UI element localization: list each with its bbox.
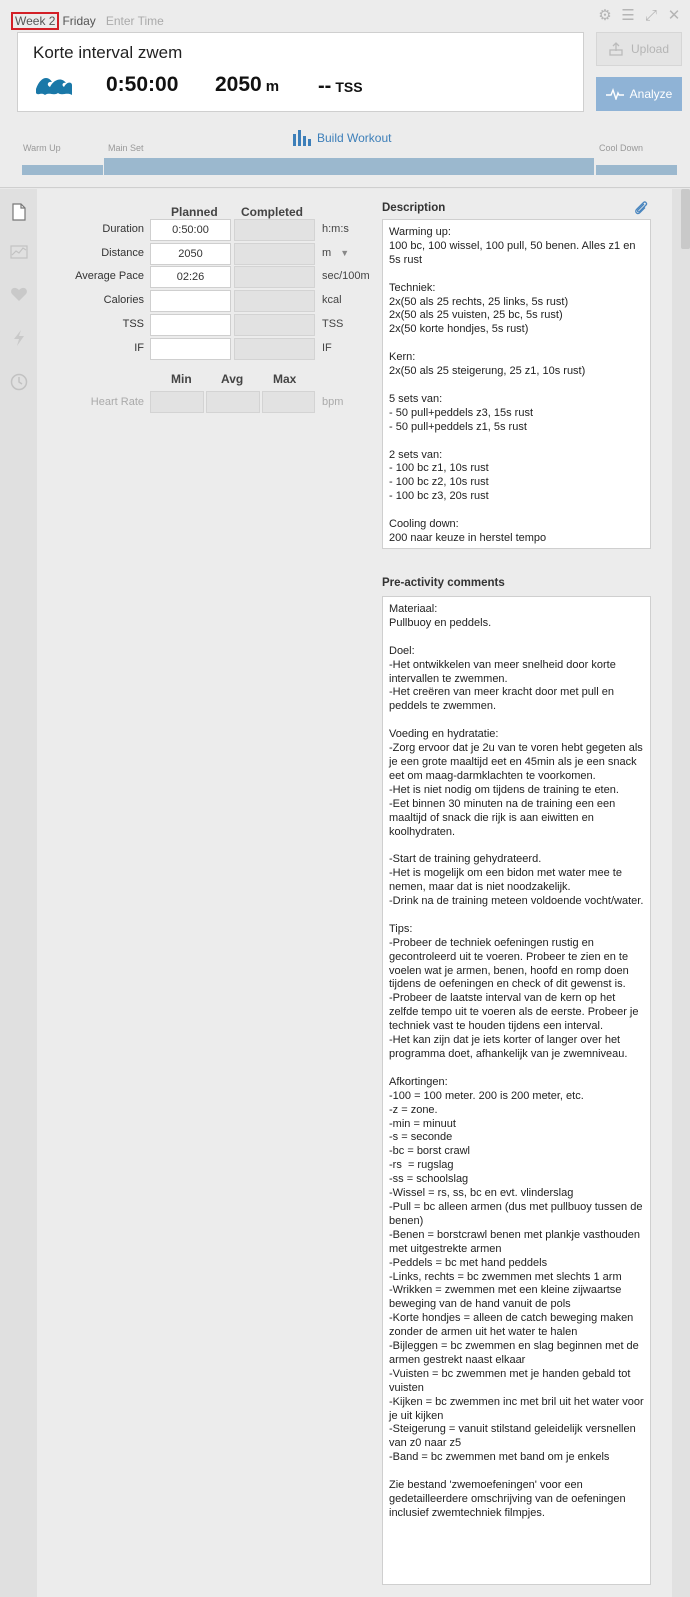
planned-tss — [318, 75, 363, 98]
hr-max-header: Max — [273, 372, 297, 386]
planned-duration-input[interactable]: 0:50:00 — [150, 219, 231, 241]
description-text[interactable]: Warming up: 100 bc, 100 wissel, 100 pull, 50 benen. Alles z1 en 5s rust Techniek: 2x(50 als 25 rechts, 25 links, 5s rust) 2x(50 als 25 vuisten, 25 bc, 5s rust) 2x(50 korte hondjes, 5s rust) Kern: 2x(50 als 25 steigerung, 25 z1, 10s rust) 5 sets van: - 50 pull+peddels z3, 15s rust - 50 pull+peddels z1, 5s rust 2 sets van: - 100 bc z1, 10s rust - 100 bc z2, 10s rust - 100 bc z3, 20s rust Cooling down: 200 naar keuze in herstel tempo — [382, 219, 651, 549]
planned-distance — [215, 73, 279, 97]
tss-value: -- — [318, 75, 332, 97]
expand-icon[interactable]: ⤢ — [644, 7, 657, 24]
planned-duration: 0:50:00 — [106, 73, 179, 96]
swim-icon — [34, 73, 74, 97]
heart-rate-label: Heart Rate — [90, 396, 144, 408]
completed-pace-input[interactable] — [234, 266, 315, 288]
gear-icon[interactable]: ⚙ — [598, 7, 612, 24]
workout-header — [0, 0, 690, 188]
comments-title: Pre-activity comments — [382, 577, 505, 589]
hr-min-input — [150, 391, 204, 413]
scrollbar-track[interactable] — [672, 189, 690, 1597]
hr-max-input — [262, 391, 315, 413]
hr-min-header: Min — [171, 372, 192, 386]
breadcrumb — [11, 12, 164, 30]
completed-calories-input[interactable] — [234, 290, 315, 312]
duration-unit: h:m:s — [322, 223, 349, 235]
mainset-label: Main Set — [108, 143, 144, 153]
completed-tss-input[interactable] — [234, 314, 315, 336]
distance-label: Distance — [101, 247, 144, 259]
hr-avg-header: Avg — [221, 372, 244, 386]
completed-if-input[interactable] — [234, 338, 315, 360]
distance-unit: m — [265, 78, 280, 95]
day-label: Friday — [62, 14, 96, 28]
completed-duration-input[interactable] — [234, 219, 315, 241]
heart-icon[interactable] — [10, 285, 28, 303]
planned-calories-input[interactable] — [150, 290, 231, 312]
bar-chart-icon — [293, 130, 311, 146]
hr-avg-input — [206, 391, 260, 413]
workout-summary — [17, 32, 584, 112]
distance-value: 2050 — [215, 73, 262, 96]
close-icon[interactable]: ✕ — [667, 7, 681, 24]
tss-label: TSS — [122, 318, 144, 330]
build-workout-label: Build Workout — [317, 131, 392, 145]
calories-unit: kcal — [322, 294, 342, 306]
planned-distance-input[interactable]: 2050 — [150, 243, 231, 265]
week-link[interactable]: Week 2 — [11, 12, 59, 30]
chevron-down-icon: ▼ — [340, 248, 350, 258]
planned-tss-input[interactable] — [150, 314, 231, 336]
completed-distance-input[interactable] — [234, 243, 315, 265]
distance-unit-label: m — [322, 247, 332, 259]
clock-icon[interactable] — [10, 373, 28, 391]
build-workout-link[interactable] — [293, 130, 391, 146]
paperclip-icon[interactable] — [633, 200, 649, 216]
description-title: Description — [382, 202, 446, 214]
analyze-button[interactable] — [596, 77, 682, 111]
pace-unit: sec/100m — [322, 270, 370, 282]
graph-icon[interactable] — [10, 243, 28, 261]
scrollbar-thumb[interactable] — [681, 189, 690, 249]
pulse-icon — [606, 88, 624, 100]
pace-label: Average Pace — [75, 270, 144, 282]
enter-time-link[interactable]: Enter Time — [105, 14, 164, 28]
analyze-label: Analyze — [629, 87, 673, 101]
menu-icon[interactable]: ☰ — [621, 7, 635, 24]
document-icon[interactable] — [10, 203, 28, 221]
tss-unit: TSS — [335, 79, 363, 95]
completed-header: Completed — [241, 205, 304, 219]
warmup-segment[interactable] — [22, 165, 103, 175]
upload-icon — [609, 42, 623, 56]
calories-label: Calories — [103, 294, 144, 306]
hr-unit: bpm — [322, 396, 344, 408]
tss-unit-label: TSS — [322, 318, 344, 330]
side-tab-bar — [0, 189, 37, 1597]
cooldown-label: Cool Down — [599, 143, 644, 153]
comments-text[interactable]: Materiaal: Pullbuoy en peddels. Doel: -Het ontwikkelen van meer snelheid door korte intervallen te zwemmen. -Het creëren van meer kracht door met pull en peddels te zwemmen. Voeding en hydratatie: -Zorg ervoor dat je 2u van te voren hebt gegeten als je een grote maaltijd eet en 45min als je een snack eet om maag-darmklachten te voorkomen. -Het is niet nodig om tijdens de training te eten. -Eet binnen 30 minuten na de training een een maaltijd of snack die rijk is aan eiwitten en koolhydraten. -Start de training gehydrateerd. -Het is mogelijk om een bidon met water mee te nemen, maar dat is niet noodzakelijk. -Drink na de training meteen voldoende vocht/water. Tips: -Probeer de techniek oefeningen rustig en gecontroleerd uit te voeren. Probeer te zien en te voelen wat je armen, benen, hoofd en romp doen tijdens de oefeningen en check of dit gewenst is. -Probeer de laatste interval van de kern op het zelfde tempo uit te voeren als de eerste. Probeer je techniek vast te houden tijdens een interval. -Het kan zijn dat je iets korter of langer over het programma doet, afhankelijk van je zwemniveau. Afkortingen: -100 = 100 meter. 200 is 200 meter, etc. -z = zone. -min = minuut -s = seconde -bc = borst crawl -rs = rugslag -ss = schoolslag -Wissel = rs, ss, bc en evt. vlinderslag -Pull = bc alleen armen (dus met pullbuoy tussen de benen) -Benen = borstcrawl benen met plankje vasthouden met uitgestrekte armen -Peddels = bc met hand peddels -Links, rechts = bc zwemmen met slechts 1 arm -Wrikken = zwemmen met een kleine zijwaartse beweging van de hand vanuit de pols -Korte hondjes = alleen de catch beweging maken zonder de armen uit het water te halen -Bijleggen = bc zwemmen en slag beginnen met de armen gestrekt naast elkaar -Vuisten = bc zwemmen met je handen gebald tot vuisten -Kijken = bc zwemmen inc met bril uit het water voor je uit kijken -Steigerung = vanuit stilstand geleidelijk versnellen van z0 naar z5 -Band = bc zwemmen met band om je enkels Zie bestand 'zwemoefeningen' voor een gedetailleerdere omschrijving van de oefeningen inclusief zwemtechniek filmpjes. — [382, 596, 651, 1585]
planned-pace-input[interactable]: 02:26 — [150, 266, 231, 288]
duration-label: Duration — [102, 223, 144, 235]
workout-title[interactable]: Korte interval zwem — [33, 43, 183, 62]
distance-unit-select[interactable] — [322, 247, 349, 259]
cooldown-segment[interactable] — [596, 165, 677, 175]
window-controls — [598, 8, 681, 24]
warmup-label: Warm Up — [23, 143, 61, 153]
lightning-icon[interactable] — [10, 329, 28, 347]
if-unit: IF — [322, 342, 332, 354]
upload-button[interactable] — [596, 32, 682, 66]
planned-header: Planned — [171, 205, 218, 219]
mainset-segment[interactable] — [104, 158, 594, 175]
planned-if-input[interactable] — [150, 338, 231, 360]
upload-label: Upload — [630, 42, 670, 56]
if-label: IF — [134, 342, 144, 354]
